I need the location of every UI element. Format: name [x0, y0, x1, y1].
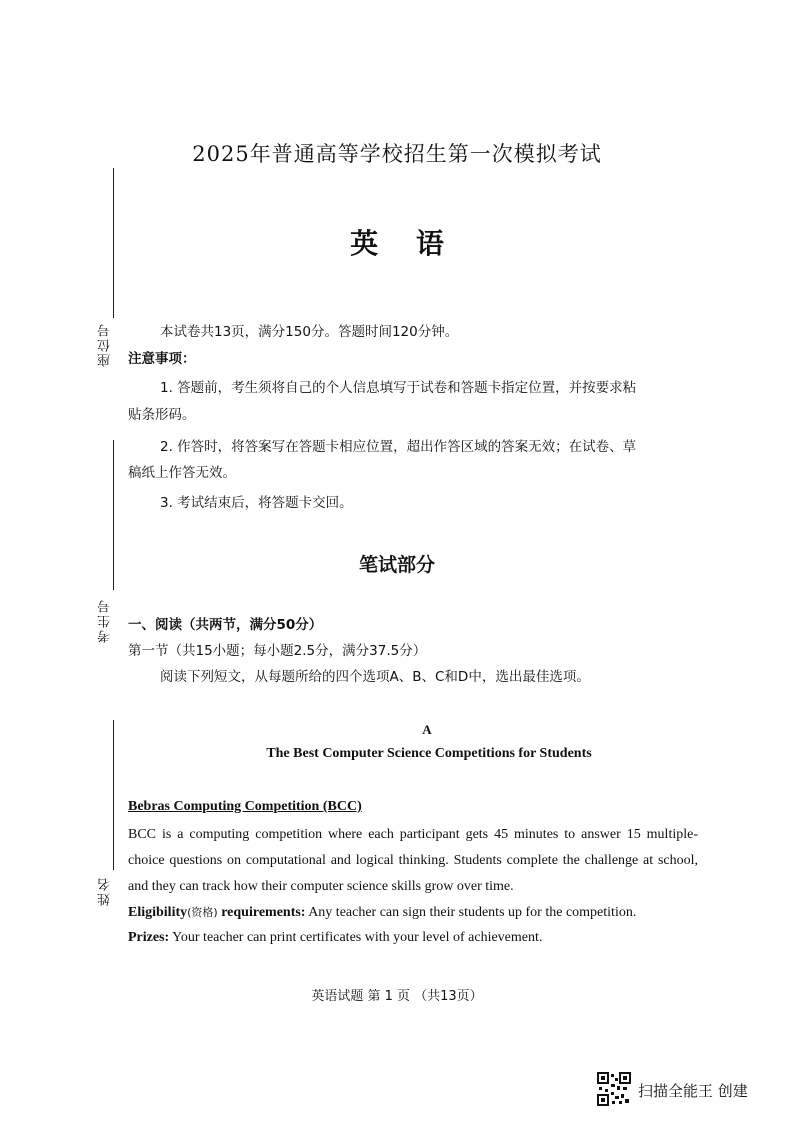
- passage-letter: A: [422, 722, 432, 737]
- notice-line-1-cont: 贴条形码。: [128, 407, 196, 423]
- notice-line-2: 2. 作答时，将答案写在答题卡相应位置，超出作答区域的答案无效；在试卷、草: [160, 439, 637, 455]
- written-section-title: 笔试部分: [358, 554, 435, 576]
- seat-number-label: 座位号: [98, 322, 113, 367]
- scanner-watermark: 扫描全能王 创建: [638, 1082, 748, 1100]
- name-label: 姓名: [98, 876, 113, 906]
- reading-instruction: 阅读下列短文，从每题所给的四个选项A、B、C和D中，选出最佳选项。: [160, 669, 590, 685]
- notice-line-2-cont: 稿纸上作答无效。: [128, 465, 236, 481]
- subject-title: 英 语: [350, 227, 444, 260]
- qr-code-icon: [597, 1072, 631, 1106]
- eligibility-line: [128, 904, 636, 921]
- prizes-line: [128, 930, 542, 946]
- passage-body: BCC is a computing competition where each participant gets 45 minutes to answer 15 multiple-choice questions on computational and logical thinking. Students complete the challenge at school, and they can track how their computer science skills grow over time.: [128, 827, 698, 894]
- passage-subheading: Bebras Computing Competition (BCC): [128, 799, 362, 814]
- notice-line-1: 1. 答题前，考生须将自己的个人信息填写于试卷和答题卡指定位置，并按要求粘: [160, 380, 637, 396]
- eligibility-cn: (资格): [187, 906, 218, 919]
- eligibility-label: Eligibility: [128, 905, 188, 920]
- part-heading: 一、阅读（共两节，满分50分）: [128, 617, 323, 633]
- prizes-text: Your teacher can print certificates with your level of achievement.: [169, 930, 543, 945]
- prizes-label: Prizes:: [128, 930, 170, 945]
- notice-line-3: 3. 考试结束后，将答题卡交回。: [160, 495, 353, 511]
- page-footer: 英语试题 第 1 页 （共13页）: [311, 989, 483, 1004]
- exam-title: 2025年普通高等学校招生第一次模拟考试: [192, 142, 602, 166]
- notice-heading: 注意事项：: [128, 351, 196, 367]
- exam-summary: 本试卷共13页，满分150分。答题时间120分钟。: [160, 324, 459, 340]
- eligibility-text: Any teacher can sign their students up for the competition.: [305, 905, 637, 920]
- exam-number-label: 考生号: [98, 598, 113, 643]
- eligibility-label-2: requirements:: [217, 905, 306, 920]
- binding-line-3: [113, 720, 114, 870]
- passage-title: The Best Computer Science Competitions for Students: [266, 746, 592, 761]
- section-heading: 第一节（共15小题；每小题2.5分，满分37.5分）: [128, 643, 427, 659]
